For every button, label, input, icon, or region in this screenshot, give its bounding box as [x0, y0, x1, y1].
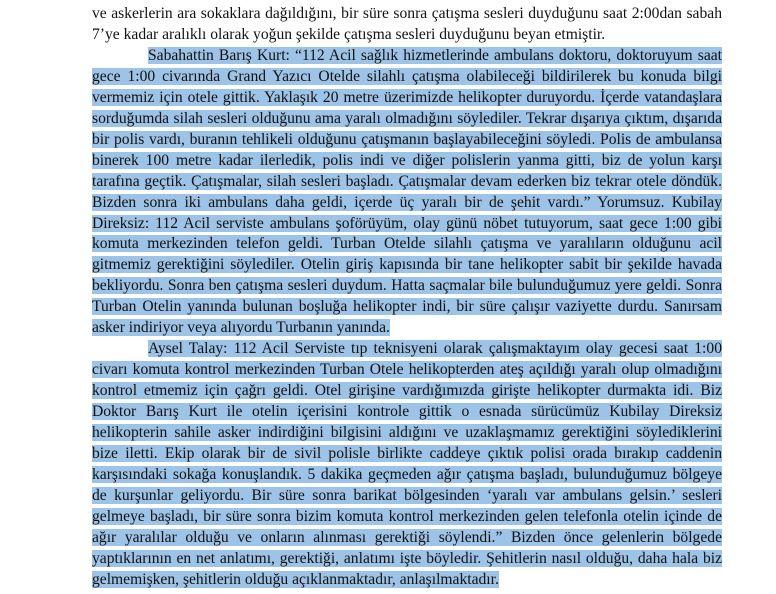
highlighted-selection[interactable]: Aysel Talay: 112 Acil Serviste tıp teknisyeni olarak çalışmaktayım olay gecesi saat 1:00 civarı komuta kontrol merkezinden Turban Otele helikopterden ateş açıldığı yaralı olup olmadığını kontrol etmemiz için çağrı geldi. Otel girişine vardığımızda girişte helikopter durmakta idi. Biz Doktor Barış Kurt ile otelin içerisini kontrole gittik o esnada sürücümüz Kubilay Direksiz helikopterin sahile asker indirdiğini bilgisini aldığını ve uzaklaşmamız gerektiğini söylediklerini bize iletti. Ekip olarak bir de sivil polisle birlikte caddeye çıktık polisi orada bırakıp caddenin karşısındaki sokağa konuşlandık. 5 dakika geçmeden ağır çatışma başladı, bulunduğumuz bölgeye de kurşunlar geliyordu. Bir süre sonra barikat bölgesinden ‘yaralı var ambulans gelsin.’ sesleri gelmeye başladı, bir süre sonra bizim komuta kontrol merkezinden gelen telefonla otelin içinde de ağır yaralılar olduğu ve onların alınması gerektiği söylendi.” Bizden önce gelenlerin bölgede yaptıklarının en net anlatımı, gerektiği, anlatımı işte böyledir. Şehitlerin nasıl olduğu, daha hala biz gelmemişken, şehitlerin olduğu açıklanmaktadır, anlaşılmaktadır.	[92, 340, 722, 588]
document-page	[92, 4, 722, 591]
paragraph-testimony-talay[interactable]	[92, 339, 722, 590]
paragraph-testimony-kurt-direksiz[interactable]	[92, 46, 722, 339]
highlighted-selection[interactable]: Sabahattin Barış Kurt: “112 Acil sağlık hizmetlerinde ambulans doktoru, doktoruyum saat gece 1:00 civarında Grand Yazıcı Otelde silahlı çatışma olabileceği bildirilerek bu konuda bilgi vermemiz için otele gittik. Yaklaşık 20 metre üzerimizde helikopter duruyordu. İçerde vatandaşlara sorduğumda silah sesleri olduğunu ama yaralı olmadığını söylediler. Tekrar dışarıya çıktım, dışarıda bir polis vardı, buranın tehlikeli olduğunu çatışmanın başlayabileceğini söyledi. Polis de ambulansa binerek 100 metre kadar ilerledik, polis indi ve diğer polislerin yanma gitti, biz de yolun karşı tarafına geçtik. Çatışmalar, silah sesleri başladı. Çatışmalar devam ederken biz tekrar otele döndük. Bizden sonra iki ambulans daha geldi, içerde üç yaralı bir de şehit vardı.” Yorumsuz. Kubilay Direksiz: 112 Acil serviste ambulans şoförüyüm, olay günü nöbet tutuyorum, saat gece 1:00 gibi komuta merkezinden telefon geldi. Turban Otelde silahlı çatışma ve yaralıların olduğunu acil gitmemiz gerektiğini söylediler. Otelin giriş kapısında bir tane helikopter sabit bir şekilde havada bekliyordu. Sonra ben çatışma sesleri duydum. Hatta saçmalar bile bulunduğumuz yere geldi. Sonra Turban Otelin yanında bulunan boşluğa helikopter indi, bir süre çalışır vaziyette durdu. Sanırsam asker indiriyor veya alıyordu Turbanın yanında.	[92, 46, 722, 337]
paragraph-intro-text: ve askerlerin ara sokaklara dağıldığını, bir süre sonra çatışma sesleri duyduğunu saat 2:00dan sabah 7’ye kadar aralıklı olarak yoğun şekilde çatışma sesleri duyduğunu beyan etmiştir.	[92, 5, 722, 43]
paragraph-intro	[92, 4, 722, 46]
